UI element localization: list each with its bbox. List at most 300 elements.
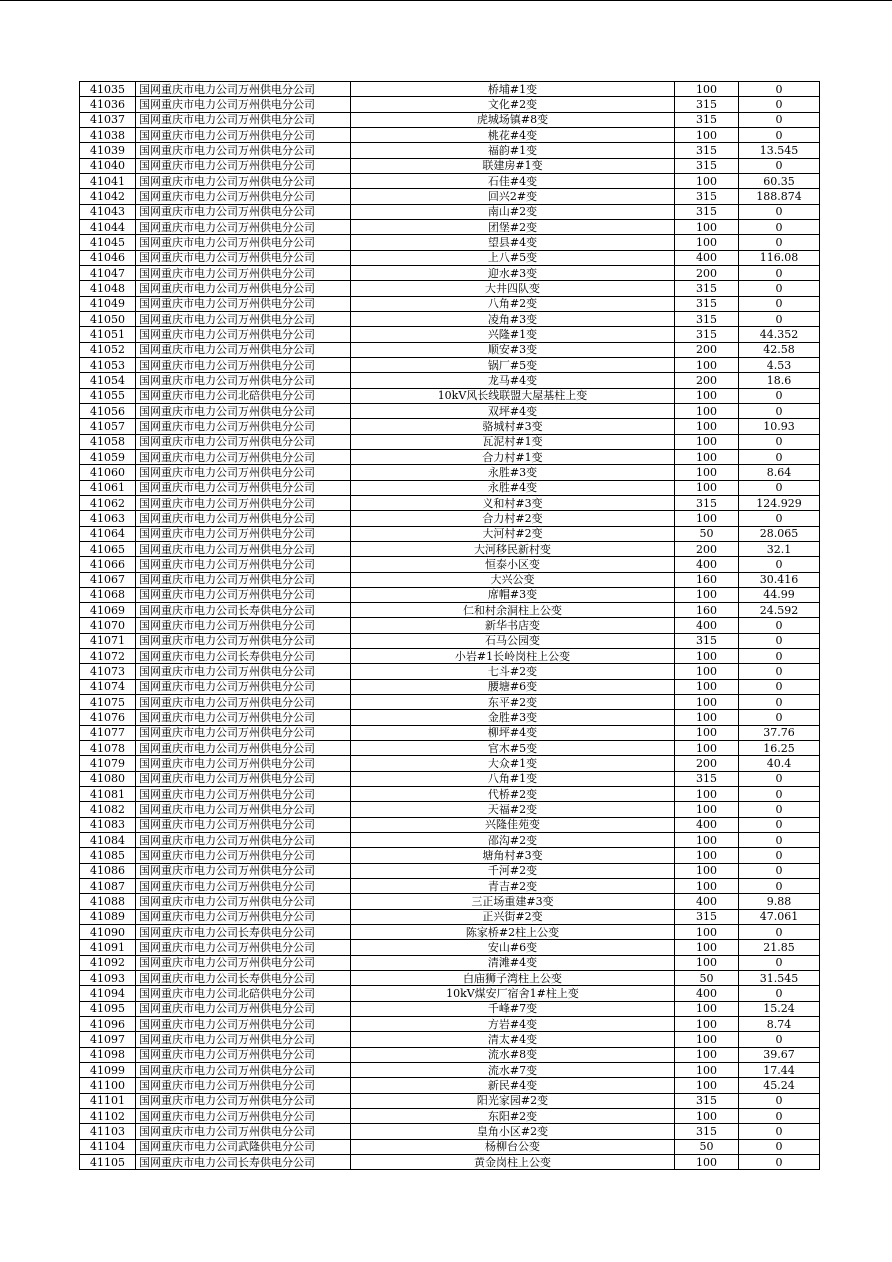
capacity-cell: 400 (675, 817, 739, 832)
capacity-cell: 400 (675, 557, 739, 572)
transformer-name-cell: 新华书店变 (351, 618, 675, 633)
table-row (80, 250, 820, 265)
capacity-cell: 100 (675, 465, 739, 480)
transformer-name-cell: 东平#2变 (351, 695, 675, 710)
transformer-name-cell: 官木#5变 (351, 741, 675, 756)
company-cell: 国网重庆市电力公司万州供电分公司 (136, 557, 351, 572)
row-id-cell: 41068 (80, 587, 136, 602)
row-id-cell: 41088 (80, 894, 136, 909)
company-cell: 国网重庆市电力公司万州供电分公司 (136, 741, 351, 756)
capacity-cell: 100 (675, 833, 739, 848)
value-cell: 0 (739, 311, 820, 326)
capacity-cell: 315 (675, 495, 739, 510)
table-row (80, 557, 820, 572)
capacity-cell: 100 (675, 419, 739, 434)
transformer-name-cell: 代桥#2变 (351, 787, 675, 802)
value-cell: 0 (739, 449, 820, 464)
value-cell: 0 (739, 296, 820, 311)
capacity-cell: 100 (675, 1154, 739, 1169)
row-id-cell: 41076 (80, 710, 136, 725)
row-id-cell: 41089 (80, 909, 136, 924)
capacity-cell: 200 (675, 265, 739, 280)
transformer-name-cell: 黄金岗柱上公变 (351, 1154, 675, 1169)
value-cell: 0 (739, 802, 820, 817)
table-row (80, 848, 820, 863)
row-id-cell: 41096 (80, 1017, 136, 1032)
value-cell: 4.53 (739, 357, 820, 372)
row-id-cell: 41098 (80, 1047, 136, 1062)
row-id-cell: 41103 (80, 1124, 136, 1139)
row-id-cell: 41064 (80, 526, 136, 541)
value-cell: 0 (739, 986, 820, 1001)
row-id-cell: 41066 (80, 557, 136, 572)
capacity-cell: 315 (675, 296, 739, 311)
value-cell: 10.93 (739, 419, 820, 434)
value-cell: 0 (739, 1154, 820, 1169)
company-cell: 国网重庆市电力公司万州供电分公司 (136, 219, 351, 234)
row-id-cell: 41105 (80, 1154, 136, 1169)
capacity-cell: 100 (675, 1032, 739, 1047)
value-cell: 42.58 (739, 342, 820, 357)
transformer-name-cell: 恒泰小区变 (351, 557, 675, 572)
transformer-name-cell: 双坪#4变 (351, 403, 675, 418)
capacity-cell: 100 (675, 587, 739, 602)
company-cell: 国网重庆市电力公司万州供电分公司 (136, 541, 351, 556)
transformer-name-cell: 千峰#7变 (351, 1001, 675, 1016)
table-row (80, 511, 820, 526)
capacity-cell: 100 (675, 879, 739, 894)
table-row (80, 357, 820, 372)
row-id-cell: 41079 (80, 756, 136, 771)
company-cell: 国网重庆市电力公司万州供电分公司 (136, 633, 351, 648)
value-cell: 0 (739, 112, 820, 127)
table-row (80, 756, 820, 771)
capacity-cell: 400 (675, 618, 739, 633)
table-row (80, 909, 820, 924)
capacity-cell: 315 (675, 1124, 739, 1139)
company-cell: 国网重庆市电力公司北碚供电分公司 (136, 986, 351, 1001)
value-cell: 0 (739, 710, 820, 725)
capacity-cell: 400 (675, 894, 739, 909)
row-id-cell: 41101 (80, 1093, 136, 1108)
value-cell: 0 (739, 618, 820, 633)
company-cell: 国网重庆市电力公司万州供电分公司 (136, 173, 351, 188)
company-cell: 国网重庆市电力公司万州供电分公司 (136, 250, 351, 265)
table-row (80, 1093, 820, 1108)
transformer-name-cell: 永胜#4变 (351, 480, 675, 495)
table-row (80, 311, 820, 326)
capacity-cell: 315 (675, 909, 739, 924)
row-id-cell: 41071 (80, 633, 136, 648)
row-id-cell: 41104 (80, 1139, 136, 1154)
company-cell: 国网重庆市电力公司万州供电分公司 (136, 1093, 351, 1108)
value-cell: 0 (739, 1108, 820, 1123)
row-id-cell: 41041 (80, 173, 136, 188)
row-id-cell: 41044 (80, 219, 136, 234)
value-cell: 17.44 (739, 1063, 820, 1078)
company-cell: 国网重庆市电力公司万州供电分公司 (136, 879, 351, 894)
capacity-cell: 315 (675, 771, 739, 786)
table-row (80, 649, 820, 664)
company-cell: 国网重庆市电力公司万州供电分公司 (136, 848, 351, 863)
transformer-name-cell: 大兴公变 (351, 572, 675, 587)
transformer-name-cell: 杨柳台公变 (351, 1139, 675, 1154)
table-row (80, 219, 820, 234)
row-id-cell: 41091 (80, 940, 136, 955)
transformer-name-cell: 回兴2#变 (351, 189, 675, 204)
capacity-cell: 100 (675, 511, 739, 526)
value-cell: 39.67 (739, 1047, 820, 1062)
capacity-cell: 100 (675, 403, 739, 418)
value-cell: 31.545 (739, 971, 820, 986)
transformer-name-cell: 东阳#2变 (351, 1108, 675, 1123)
row-id-cell: 41099 (80, 1063, 136, 1078)
value-cell: 116.08 (739, 250, 820, 265)
table-row (80, 480, 820, 495)
company-cell: 国网重庆市电力公司万州供电分公司 (136, 511, 351, 526)
transformer-name-cell: 金胜#3变 (351, 710, 675, 725)
row-id-cell: 41081 (80, 787, 136, 802)
capacity-cell: 100 (675, 787, 739, 802)
capacity-cell: 100 (675, 1078, 739, 1093)
table-row (80, 1001, 820, 1016)
transformer-name-cell: 虎城场镇#8变 (351, 112, 675, 127)
row-id-cell: 41053 (80, 357, 136, 372)
table-row (80, 265, 820, 280)
company-cell: 国网重庆市电力公司万州供电分公司 (136, 204, 351, 219)
value-cell: 188.874 (739, 189, 820, 204)
table-row (80, 281, 820, 296)
table-row (80, 664, 820, 679)
company-cell: 国网重庆市电力公司万州供电分公司 (136, 465, 351, 480)
transformer-name-cell: 青吉#2变 (351, 879, 675, 894)
company-cell: 国网重庆市电力公司万州供电分公司 (136, 357, 351, 372)
transformer-name-cell: 望县#4变 (351, 235, 675, 250)
row-id-cell: 41065 (80, 541, 136, 556)
table-row (80, 833, 820, 848)
company-cell: 国网重庆市电力公司长寿供电分公司 (136, 603, 351, 618)
company-cell: 国网重庆市电力公司万州供电分公司 (136, 833, 351, 848)
table-row (80, 235, 820, 250)
row-id-cell: 41085 (80, 848, 136, 863)
transformer-name-cell: 永胜#3变 (351, 465, 675, 480)
capacity-cell: 315 (675, 1093, 739, 1108)
capacity-cell: 200 (675, 756, 739, 771)
row-id-cell: 41043 (80, 204, 136, 219)
row-id-cell: 41052 (80, 342, 136, 357)
company-cell: 国网重庆市电力公司万州供电分公司 (136, 127, 351, 142)
table-row (80, 894, 820, 909)
value-cell: 0 (739, 1093, 820, 1108)
row-id-cell: 41047 (80, 265, 136, 280)
transformer-name-cell: 小岩#1长岭岗柱上公变 (351, 649, 675, 664)
table-row (80, 1078, 820, 1093)
company-cell: 国网重庆市电力公司万州供电分公司 (136, 1017, 351, 1032)
row-id-cell: 41084 (80, 833, 136, 848)
capacity-cell: 100 (675, 649, 739, 664)
capacity-cell: 400 (675, 986, 739, 1001)
transformer-name-cell: 10kV风长线联盟大屋基柱上变 (351, 388, 675, 403)
table-row (80, 986, 820, 1001)
capacity-cell: 100 (675, 1047, 739, 1062)
company-cell: 国网重庆市电力公司万州供电分公司 (136, 265, 351, 280)
row-id-cell: 41035 (80, 82, 136, 97)
company-cell: 国网重庆市电力公司万州供电分公司 (136, 725, 351, 740)
transformer-name-cell: 陈家桥#2柱上公变 (351, 925, 675, 940)
value-cell: 0 (739, 664, 820, 679)
table-row (80, 587, 820, 602)
company-cell: 国网重庆市电力公司万州供电分公司 (136, 710, 351, 725)
company-cell: 国网重庆市电力公司万州供电分公司 (136, 480, 351, 495)
value-cell: 0 (739, 649, 820, 664)
table-row (80, 817, 820, 832)
value-cell: 9.88 (739, 894, 820, 909)
capacity-cell: 200 (675, 541, 739, 556)
transformer-name-cell: 邵沟#2变 (351, 833, 675, 848)
table-row (80, 189, 820, 204)
capacity-cell: 100 (675, 219, 739, 234)
transformer-name-cell: 南山#2变 (351, 204, 675, 219)
table-row (80, 158, 820, 173)
row-id-cell: 41038 (80, 127, 136, 142)
row-id-cell: 41061 (80, 480, 136, 495)
company-cell: 国网重庆市电力公司万州供电分公司 (136, 863, 351, 878)
row-id-cell: 41090 (80, 925, 136, 940)
company-cell: 国网重庆市电力公司万州供电分公司 (136, 618, 351, 633)
row-id-cell: 41049 (80, 296, 136, 311)
company-cell: 国网重庆市电力公司万州供电分公司 (136, 158, 351, 173)
company-cell: 国网重庆市电力公司万州供电分公司 (136, 434, 351, 449)
transformer-name-cell: 七斗#2变 (351, 664, 675, 679)
capacity-cell: 100 (675, 741, 739, 756)
row-id-cell: 41097 (80, 1032, 136, 1047)
capacity-cell: 315 (675, 189, 739, 204)
company-cell: 国网重庆市电力公司万州供电分公司 (136, 756, 351, 771)
table-row (80, 1154, 820, 1169)
table-row (80, 925, 820, 940)
table-row (80, 741, 820, 756)
value-cell: 0 (739, 1032, 820, 1047)
row-id-cell: 41086 (80, 863, 136, 878)
company-cell: 国网重庆市电力公司万州供电分公司 (136, 235, 351, 250)
row-id-cell: 41045 (80, 235, 136, 250)
transformer-name-cell: 兴隆#1变 (351, 327, 675, 342)
value-cell: 37.76 (739, 725, 820, 740)
transformer-name-cell: 正兴街#2变 (351, 909, 675, 924)
company-cell: 国网重庆市电力公司万州供电分公司 (136, 1001, 351, 1016)
capacity-cell: 315 (675, 97, 739, 112)
value-cell: 47.061 (739, 909, 820, 924)
value-cell: 8.74 (739, 1017, 820, 1032)
company-cell: 国网重庆市电力公司万州供电分公司 (136, 664, 351, 679)
transformer-name-cell: 流水#8变 (351, 1047, 675, 1062)
table-row (80, 97, 820, 112)
transformer-name-cell: 骆城村#3变 (351, 419, 675, 434)
table-row (80, 1017, 820, 1032)
row-id-cell: 41036 (80, 97, 136, 112)
company-cell: 国网重庆市电力公司万州供电分公司 (136, 373, 351, 388)
row-id-cell: 41102 (80, 1108, 136, 1123)
table-row (80, 971, 820, 986)
row-id-cell: 41083 (80, 817, 136, 832)
transformer-name-cell: 清滩#4变 (351, 955, 675, 970)
table-row (80, 863, 820, 878)
capacity-cell: 315 (675, 633, 739, 648)
row-id-cell: 41056 (80, 403, 136, 418)
company-cell: 国网重庆市电力公司万州供电分公司 (136, 802, 351, 817)
value-cell: 124.929 (739, 495, 820, 510)
transformer-name-cell: 合力村#1变 (351, 449, 675, 464)
value-cell: 0 (739, 955, 820, 970)
capacity-cell: 50 (675, 971, 739, 986)
value-cell: 0 (739, 848, 820, 863)
capacity-cell: 315 (675, 143, 739, 158)
capacity-cell: 100 (675, 1001, 739, 1016)
value-cell: 60.35 (739, 173, 820, 188)
table-row (80, 603, 820, 618)
company-cell: 国网重庆市电力公司万州供电分公司 (136, 112, 351, 127)
value-cell: 24.592 (739, 603, 820, 618)
value-cell: 0 (739, 158, 820, 173)
transformer-name-cell: 天福#2变 (351, 802, 675, 817)
capacity-cell: 400 (675, 250, 739, 265)
company-cell: 国网重庆市电力公司万州供电分公司 (136, 1063, 351, 1078)
transformer-name-cell: 福韵#1变 (351, 143, 675, 158)
value-cell: 0 (739, 434, 820, 449)
value-cell: 0 (739, 97, 820, 112)
capacity-cell: 100 (675, 955, 739, 970)
transformer-name-cell: 联建房#1变 (351, 158, 675, 173)
capacity-cell: 100 (675, 1017, 739, 1032)
capacity-cell: 100 (675, 480, 739, 495)
transformer-name-cell: 安山#6变 (351, 940, 675, 955)
capacity-cell: 100 (675, 925, 739, 940)
capacity-cell: 100 (675, 388, 739, 403)
capacity-cell: 100 (675, 710, 739, 725)
row-id-cell: 41074 (80, 679, 136, 694)
transformer-name-cell: 柳坪#4变 (351, 725, 675, 740)
capacity-cell: 100 (675, 725, 739, 740)
table-row (80, 633, 820, 648)
capacity-cell: 100 (675, 434, 739, 449)
transformer-name-cell: 上八#5变 (351, 250, 675, 265)
transformer-name-cell: 腰塘#6变 (351, 679, 675, 694)
transformer-name-cell: 大众#1变 (351, 756, 675, 771)
table-row (80, 1032, 820, 1047)
value-cell: 45.24 (739, 1078, 820, 1093)
row-id-cell: 41070 (80, 618, 136, 633)
table-row (80, 296, 820, 311)
value-cell: 0 (739, 511, 820, 526)
transformer-name-cell: 大河村#2变 (351, 526, 675, 541)
page-top-border (0, 0, 892, 1)
table-row (80, 1063, 820, 1078)
value-cell: 32.1 (739, 541, 820, 556)
value-cell: 0 (739, 925, 820, 940)
value-cell: 21.85 (739, 940, 820, 955)
table-row (80, 82, 820, 97)
value-cell: 16.25 (739, 741, 820, 756)
company-cell: 国网重庆市电力公司万州供电分公司 (136, 189, 351, 204)
value-cell: 28.065 (739, 526, 820, 541)
transformer-name-cell: 皇角小区#2变 (351, 1124, 675, 1139)
company-cell: 国网重庆市电力公司长寿供电分公司 (136, 1154, 351, 1169)
company-cell: 国网重庆市电力公司万州供电分公司 (136, 403, 351, 418)
capacity-cell: 200 (675, 373, 739, 388)
table-row (80, 771, 820, 786)
table-row (80, 1108, 820, 1123)
value-cell: 13.545 (739, 143, 820, 158)
transformer-name-cell: 阳光家园#2变 (351, 1093, 675, 1108)
transformer-name-cell: 顺安#3变 (351, 342, 675, 357)
row-id-cell: 41063 (80, 511, 136, 526)
row-id-cell: 41069 (80, 603, 136, 618)
transformer-name-cell: 10kV煤安厂宿舍1#柱上变 (351, 986, 675, 1001)
row-id-cell: 41092 (80, 955, 136, 970)
capacity-cell: 315 (675, 112, 739, 127)
capacity-cell: 50 (675, 1139, 739, 1154)
transformer-name-cell: 三正场重建#3变 (351, 894, 675, 909)
value-cell: 15.24 (739, 1001, 820, 1016)
table-row (80, 173, 820, 188)
table-row (80, 1139, 820, 1154)
capacity-cell: 160 (675, 572, 739, 587)
company-cell: 国网重庆市电力公司万州供电分公司 (136, 1108, 351, 1123)
capacity-cell: 100 (675, 1063, 739, 1078)
row-id-cell: 41094 (80, 986, 136, 1001)
table-row (80, 127, 820, 142)
company-cell: 国网重庆市电力公司万州供电分公司 (136, 495, 351, 510)
company-cell: 国网重庆市电力公司万州供电分公司 (136, 311, 351, 326)
company-cell: 国网重庆市电力公司万州供电分公司 (136, 143, 351, 158)
transformer-name-cell: 瓦泥村#1变 (351, 434, 675, 449)
value-cell: 0 (739, 388, 820, 403)
company-cell: 国网重庆市电力公司万州供电分公司 (136, 1078, 351, 1093)
transformer-name-cell: 大河移民新村变 (351, 541, 675, 556)
company-cell: 国网重庆市电力公司万州供电分公司 (136, 955, 351, 970)
row-id-cell: 41048 (80, 281, 136, 296)
value-cell: 0 (739, 1139, 820, 1154)
transformer-name-cell: 桃花#4变 (351, 127, 675, 142)
capacity-cell: 100 (675, 357, 739, 372)
table-row (80, 679, 820, 694)
transformer-name-cell: 白庙狮子湾柱上公变 (351, 971, 675, 986)
capacity-cell: 100 (675, 848, 739, 863)
company-cell: 国网重庆市电力公司万州供电分公司 (136, 940, 351, 955)
capacity-cell: 315 (675, 281, 739, 296)
company-cell: 国网重庆市电力公司万州供电分公司 (136, 1124, 351, 1139)
capacity-cell: 315 (675, 204, 739, 219)
company-cell: 国网重庆市电力公司长寿供电分公司 (136, 649, 351, 664)
company-cell: 国网重庆市电力公司万州供电分公司 (136, 296, 351, 311)
transformer-name-cell: 仁和村余洞柱上公变 (351, 603, 675, 618)
value-cell: 18.6 (739, 373, 820, 388)
value-cell: 0 (739, 833, 820, 848)
capacity-cell: 100 (675, 1108, 739, 1123)
row-id-cell: 41055 (80, 388, 136, 403)
value-cell: 0 (739, 204, 820, 219)
table-row (80, 434, 820, 449)
company-cell: 国网重庆市电力公司北碚供电分公司 (136, 388, 351, 403)
transformer-name-cell: 团堡#2变 (351, 219, 675, 234)
table-row (80, 787, 820, 802)
company-cell: 国网重庆市电力公司万州供电分公司 (136, 97, 351, 112)
transformer-name-cell: 龙马#4变 (351, 373, 675, 388)
company-cell: 国网重庆市电力公司万州供电分公司 (136, 327, 351, 342)
capacity-cell: 100 (675, 664, 739, 679)
capacity-cell: 160 (675, 603, 739, 618)
table-row (80, 342, 820, 357)
